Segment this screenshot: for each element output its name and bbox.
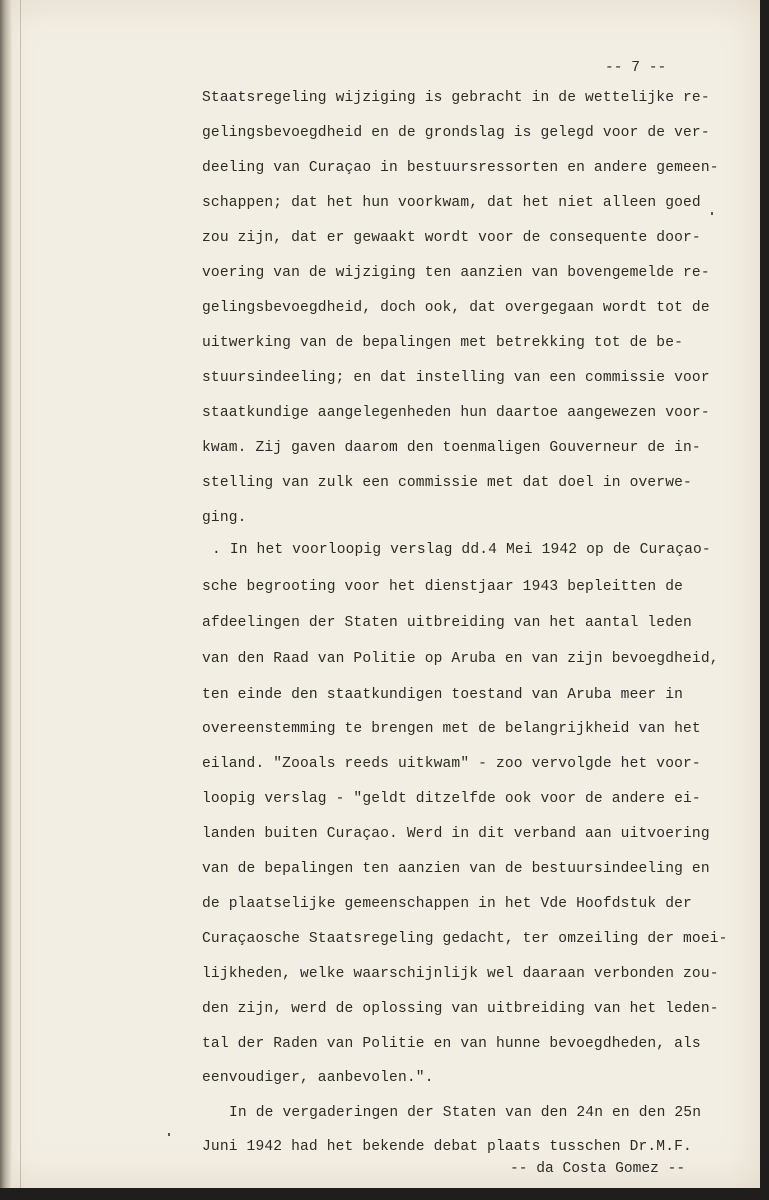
text-line: afdeelingen der Staten uitbreiding van het aantal leden <box>202 615 692 631</box>
text-line: gelingsbevoegdheid, doch ook, dat overgegaan wordt tot de <box>202 300 710 316</box>
text-line: lijkheden, welke waarschijnlijk wel daaraan verbonden zou- <box>202 966 719 982</box>
text-line: zou zijn, dat er gewaakt wordt voor de consequente door- <box>202 230 701 246</box>
text-line: Juni 1942 had het bekende debat plaats tusschen Dr.M.F. <box>202 1139 692 1155</box>
text-line: de plaatselijke gemeenschappen in het Vde Hoofdstuk der <box>202 896 692 912</box>
text-line: van de bepalingen ten aanzien van de bestuursindeeling en <box>202 861 710 877</box>
paragraph-start-line: . In het voorloopig verslag dd.4 Mei 1942 op de Curaçao- <box>212 542 711 558</box>
text-line: eiland. "Zooals reeds uitkwam" - zoo vervolgde het voor- <box>202 756 701 772</box>
ink-speck <box>711 212 713 215</box>
scan-border-right <box>760 0 769 1200</box>
text-line: stelling van zulk een commissie met dat doel in overwe- <box>202 475 692 491</box>
page-number: -- 7 -- <box>605 60 667 76</box>
text-line: schappen; dat het hun voorkwam, dat het niet alleen goed <box>202 195 701 211</box>
text-line: van den Raad van Politie op Aruba en van zijn bevoegdheid, <box>202 651 719 667</box>
text-line: ten einde den staatkundigen toestand van Aruba meer in <box>202 687 684 703</box>
text-line: landen buiten Curaçao. Werd in dit verband aan uitvoering <box>202 826 710 842</box>
text-line: sche begrooting voor het dienstjaar 1943 bepleitten de <box>202 579 684 595</box>
text-line: tal der Raden van Politie en van hunne bevoegdheden, als <box>202 1036 701 1052</box>
binding-edge <box>0 0 12 1188</box>
scan-border-bottom <box>0 1188 769 1200</box>
catchword: -- da Costa Gomez -- <box>510 1161 686 1177</box>
text-line: loopig verslag - "geldt ditzelfde ook voor de andere ei- <box>202 791 701 807</box>
text-line: overeenstemming te brengen met de belangrijkheid van het <box>202 721 701 737</box>
text-line: ging. <box>202 510 247 526</box>
text-line: Staatsregeling wijziging is gebracht in de wettelijke re- <box>202 90 710 106</box>
text-line: Curaçaosche Staatsregeling gedacht, ter omzeiling der moei- <box>202 931 728 947</box>
text-line: uitwerking van de bepalingen met betrekking tot de be- <box>202 335 684 351</box>
text-line: deeling van Curaçao in bestuursressorten en andere gemeen- <box>202 160 719 176</box>
text-line: eenvoudiger, aanbevolen.". <box>202 1070 434 1086</box>
text-line: den zijn, werd de oplossing van uitbreiding van het leden- <box>202 1001 719 1017</box>
text-line: voering van de wijziging ten aanzien van bovengemelde re- <box>202 265 710 281</box>
paragraph-start-line: In de vergaderingen der Staten van den 24n en den 25n <box>229 1105 702 1121</box>
text-line: kwam. Zij gaven daarom den toenmaligen Gouverneur de in- <box>202 440 701 456</box>
ink-speck <box>168 1133 170 1136</box>
fold-line <box>20 0 21 1188</box>
text-line: stuursindeeling; en dat instelling van een commissie voor <box>202 370 710 386</box>
text-line: gelingsbevoegdheid en de grondslag is gelegd voor de ver- <box>202 125 710 141</box>
text-line: staatkundige aangelegenheden hun daartoe aangewezen voor- <box>202 405 710 421</box>
